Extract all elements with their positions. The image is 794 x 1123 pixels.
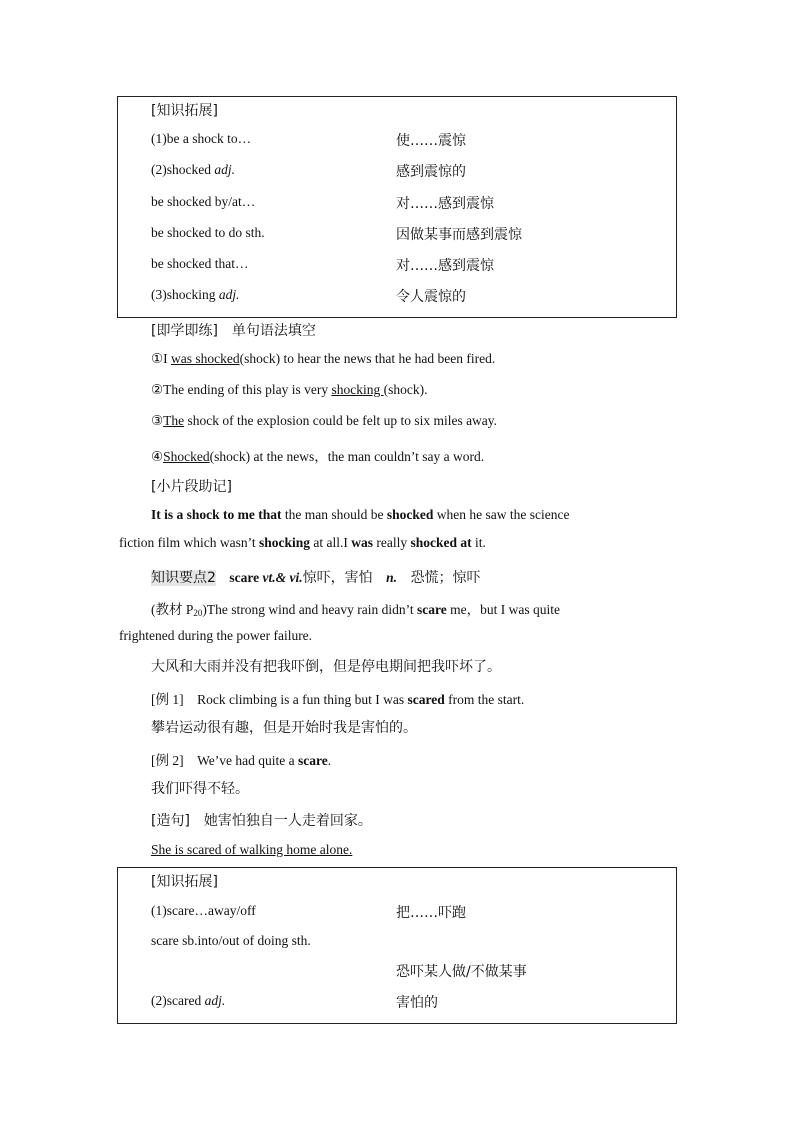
answer-1: was shocked <box>170 351 240 366</box>
answer-3: The <box>163 413 185 428</box>
example-1-translation: 攀岩运动很有趣，但是开始时我是害怕的。 <box>151 720 417 736</box>
box1-row6-cn: 令人震惊的 <box>396 289 466 305</box>
box1-row4-cn: 因做某事而感到震惊 <box>396 227 522 243</box>
practice-question-2: ②The ending of this play is very shocking (shock). <box>151 382 428 397</box>
example-1: [例 1] Rock climbing is a fun thing but I was scared from the start. <box>151 692 525 707</box>
example-2: [例 2] We’ve had quite a scare. <box>151 753 332 768</box>
box1-row4-en: be shocked to do sth. <box>151 225 265 240</box>
box1-row3-en: be shocked by/at… <box>151 194 256 209</box>
box2-row3-en: (2)scared adj. <box>151 993 226 1008</box>
box2-row1-en: (1)scare…away/off <box>151 903 256 918</box>
box2-row3-cn: 害怕的 <box>396 995 438 1011</box>
memory-line-2: fiction film which wasn’t shocking at all.I was really shocked at it. <box>119 535 486 550</box>
answer-4: Shocked <box>163 449 210 464</box>
knowledge-point-2: 知识要点2 scare vt.& vi.惊吓，害怕 n. 恐慌；惊吓 <box>151 570 481 586</box>
box1-row3-cn: 对……感到震惊 <box>396 196 494 212</box>
textbook-translation: 大风和大雨并没有把我吓倒，但是停电期间把我吓坏了。 <box>151 659 501 675</box>
box1-row6-en: (3)shocking adj. <box>151 287 240 302</box>
box2-row1-cn: 把……吓跑 <box>396 905 466 921</box>
textbook-line-2: frightened during the power failure. <box>119 628 313 643</box>
memory-heading: [小片段助记] <box>151 479 232 495</box>
practice-question-3: ③The shock of the explosion could be felt up to six miles away. <box>151 413 498 428</box>
box2-heading: [知识拓展] <box>151 874 218 890</box>
practice-question-1: ①I was shocked(shock) to hear the news that he had been fired. <box>151 351 496 366</box>
make-sentence-answer: She is scared of walking home alone. <box>151 842 353 857</box>
box1-row1-en: (1)be a shock to… <box>151 131 252 146</box>
example-2-translation: 我们吓得不轻。 <box>151 781 249 797</box>
answer-2: shocking <box>331 382 384 397</box>
practice-heading: [即学即练] 单句语法填空 <box>151 323 316 339</box>
make-sentence-prompt: [造句] 她害怕独自一人走着回家。 <box>151 813 372 829</box>
box1-row2-cn: 感到震惊的 <box>396 164 466 180</box>
practice-question-4: ④Shocked(shock) at the news，the man couldn’t say a word. <box>151 449 485 464</box>
box2-row2-cn: 恐吓某人做/不做某事 <box>396 964 527 980</box>
point-label: 知识要点2 <box>151 570 216 586</box>
box1-heading: [知识拓展] <box>151 103 218 119</box>
textbook-line-1: (教材 $P_{20})The$ strong wind and heavy rain didn’t scare me，but I was quite <box>151 602 560 618</box>
box1-row5-cn: 对……感到震惊 <box>396 258 494 274</box>
box1-row2-en: (2)shocked adj. <box>151 162 235 177</box>
box1-row5-en: be shocked that… <box>151 256 249 271</box>
box2-row2-en: scare sb.into/out of doing sth. <box>151 933 311 948</box>
memory-line-1: It is a shock to me that the man should be shocked when he saw the science <box>151 507 570 522</box>
box1-row1-cn: 使……震惊 <box>396 133 466 149</box>
